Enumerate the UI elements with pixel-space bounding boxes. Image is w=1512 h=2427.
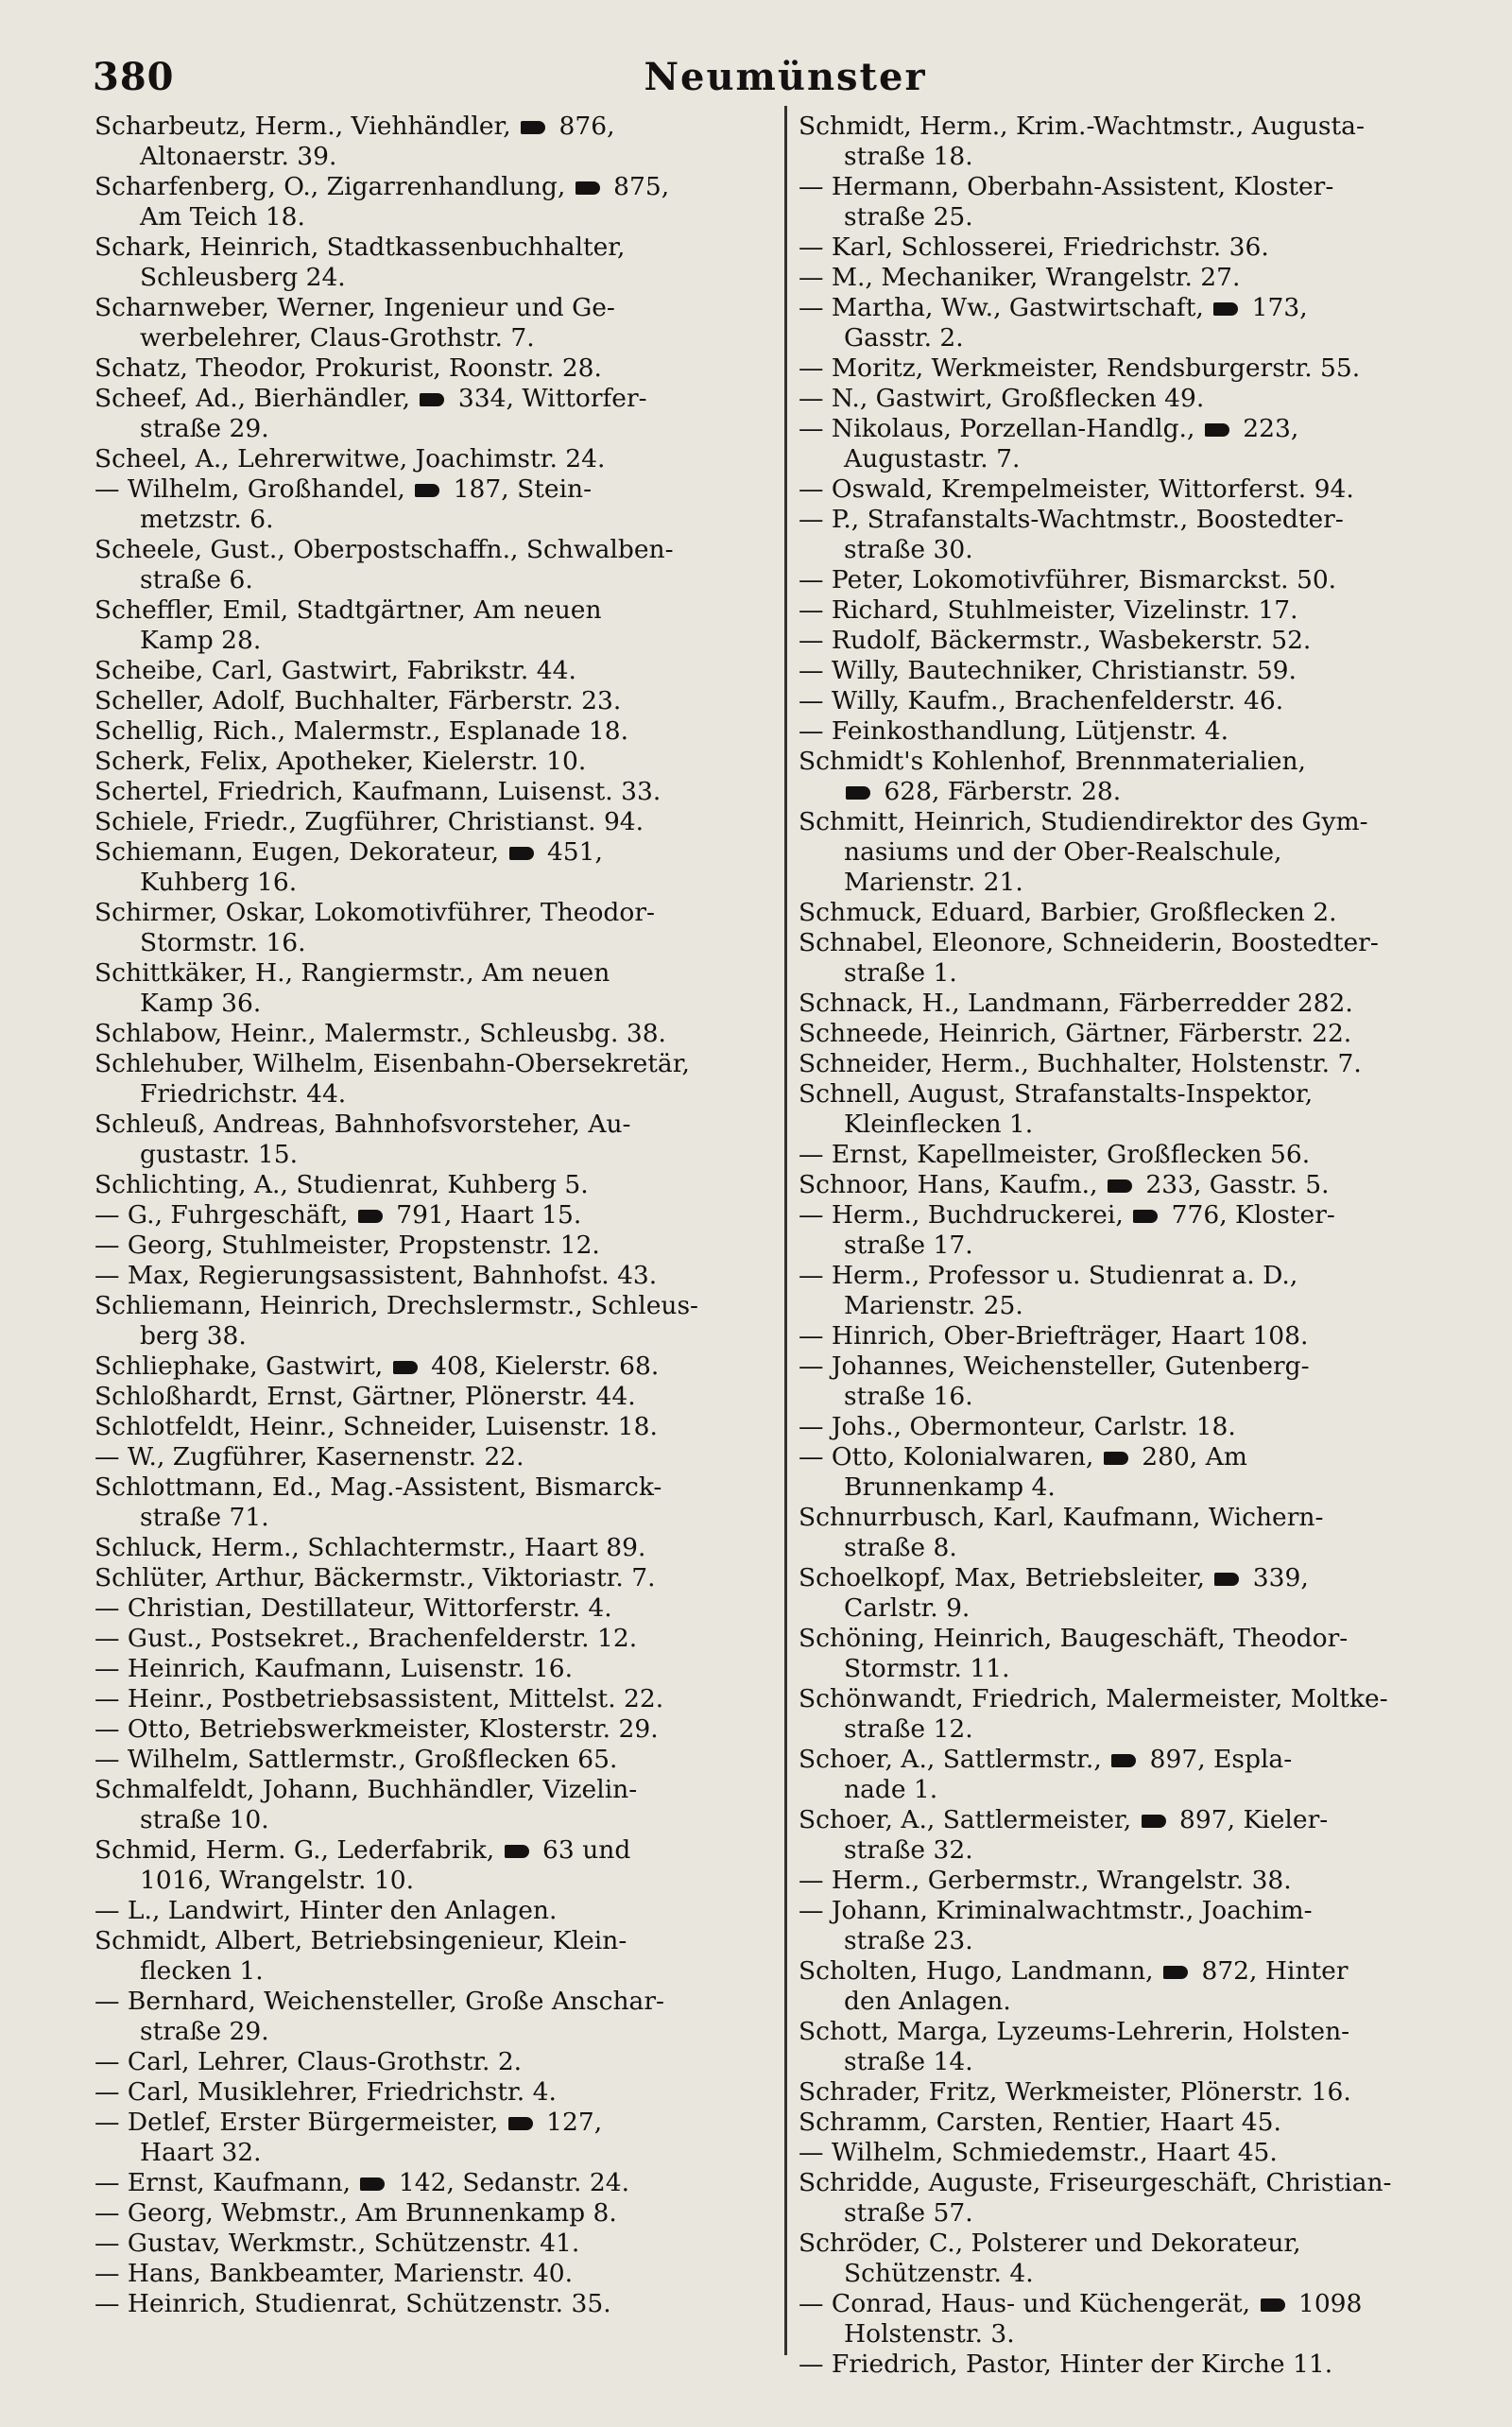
directory-entry [94, 444, 761, 474]
telephone-icon [1111, 1754, 1136, 1767]
entry-line: straße 8. [844, 1533, 957, 1562]
entry-line: — Hermann, Oberbahn-Assistent, Kloster- [799, 172, 1334, 201]
directory-entry [94, 1291, 761, 1351]
directory-entry [799, 1321, 1471, 1351]
entry-line: straße 71. [140, 1503, 269, 1532]
directory-entry [799, 626, 1471, 656]
entry-line: — N., Gastwirt, Großflecken 49. [799, 384, 1205, 413]
entry-line: Schlabow, Heinr., Malermstr., Schleusbg. 38. [94, 1019, 666, 1048]
entry-line: Stormstr. 16. [140, 928, 306, 957]
entry-line: Schlotfeldt, Heinr., Schneider, Luisenstr. 18. [94, 1412, 658, 1441]
directory-entry [799, 1049, 1471, 1079]
entry-line: flecken 1. [140, 1956, 264, 1986]
directory-entry [799, 1805, 1471, 1866]
directory-entry [94, 1775, 761, 1835]
entry-line: Schnoor, Hans, Kaufm., 233, Gasstr. 5. [799, 1170, 1330, 1199]
directory-entry [94, 2198, 761, 2229]
directory-entry [799, 1684, 1471, 1745]
directory-entry [94, 384, 761, 444]
entry-line: Stormstr. 11. [844, 1654, 1010, 1683]
entry-line: Holstenstr. 3. [844, 2319, 1015, 2349]
entry-line: berg 38. [140, 1321, 247, 1351]
telephone-icon [1213, 302, 1238, 316]
entry-line: — Herm., Professor u. Studienrat a. D., [799, 1261, 1298, 1290]
entry-line: Schmalfeldt, Johann, Buchhändler, Vizelin- [94, 1775, 638, 1804]
entry-line: Scheef, Ad., Bierhändler, 334, Wittorfer- [94, 384, 647, 413]
directory-entry [799, 2168, 1471, 2229]
running-head: Neumünster [644, 55, 927, 99]
directory-entry [94, 777, 761, 807]
entry-line: Schlottmann, Ed., Mag.-Assistent, Bismarck- [94, 1472, 662, 1502]
directory-entry [94, 958, 761, 1019]
directory-entry [799, 807, 1471, 898]
directory-entry [94, 1382, 761, 1412]
telephone-icon [1214, 1573, 1239, 1586]
directory-entry [799, 2017, 1471, 2077]
directory-entry [799, 1442, 1471, 1503]
page-number: 380 [93, 55, 175, 99]
directory-entry [94, 807, 761, 837]
entry-line: straße 18. [844, 142, 973, 171]
directory-entry [799, 1351, 1471, 1412]
entry-line: Schöning, Heinrich, Baugeschäft, Theodor- [799, 1624, 1349, 1653]
directory-entry [94, 716, 761, 747]
entry-line: — Johannes, Weichensteller, Gutenberg- [799, 1351, 1310, 1381]
entry-line: Kamp 28. [140, 626, 262, 655]
directory-entry [94, 232, 761, 293]
telephone-icon [846, 786, 870, 800]
entry-line: — Ernst, Kapellmeister, Großflecken 56. [799, 1140, 1311, 1169]
telephone-icon [1205, 423, 1229, 437]
entry-line: Scheel, A., Lehrerwitwe, Joachimstr. 24. [94, 444, 606, 473]
directory-entry [94, 1351, 761, 1382]
entry-line: Schliemann, Heinrich, Drechslermstr., Schleus- [94, 1291, 699, 1320]
entry-line: — Willy, Kaufm., Brachenfelderstr. 46. [799, 686, 1284, 715]
telephone-icon [1104, 1452, 1128, 1465]
entry-line: — Wilhelm, Sattlermstr., Großflecken 65. [94, 1745, 618, 1774]
directory-entry [94, 1926, 761, 1987]
entry-line: Marienstr. 21. [844, 868, 1023, 897]
directory-entry [799, 898, 1471, 928]
entry-line: Kamp 36. [140, 989, 262, 1018]
telephone-icon [521, 121, 545, 134]
entry-line: 1016, Wrangelstr. 10. [140, 1866, 414, 1895]
entry-line: Scharfenberg, O., Zigarrenhandlung, 875, [94, 172, 670, 201]
telephone-icon [1133, 1210, 1158, 1223]
entry-line: — Rudolf, Bäckermstr., Wasbekerstr. 52. [799, 626, 1312, 655]
directory-entry [799, 656, 1471, 686]
entry-line: Carlstr. 9. [844, 1593, 971, 1623]
entry-line: — Georg, Webmstr., Am Brunnenkamp 8. [94, 2198, 617, 2228]
directory-entry [94, 1533, 761, 1563]
directory-entry [94, 1261, 761, 1291]
entry-line: den Anlagen. [844, 1987, 1011, 2016]
directory-entry [94, 1170, 761, 1200]
directory-entry [94, 656, 761, 686]
entry-line: — Wilhelm, Schmiedemstr., Haart 45. [799, 2138, 1278, 2167]
directory-entry [94, 1624, 761, 1654]
entry-line: straße 1. [844, 958, 957, 988]
directory-entry [799, 2138, 1471, 2168]
entry-line: — Johann, Kriminalwachtmstr., Joachim- [799, 1896, 1313, 1925]
entry-line: — Otto, Betriebswerkmeister, Klosterstr. 29. [94, 1714, 659, 1744]
directory-entry [94, 747, 761, 777]
entry-line: — Herm., Gerbermstr., Wrangelstr. 38. [799, 1866, 1292, 1895]
entry-line: Schluck, Herm., Schlachtermstr., Haart 89. [94, 1533, 646, 1562]
directory-entry [799, 928, 1471, 989]
entry-line: — Conrad, Haus- und Küchengerät, 1098 [799, 2289, 1363, 2318]
entry-line: — Martha, Ww., Gastwirtschaft, 173, [799, 293, 1308, 322]
directory-entry [94, 2047, 761, 2077]
entry-line: Scherk, Felix, Apotheker, Kielerstr. 10. [94, 747, 587, 776]
entry-line: Scholten, Hugo, Landmann, 872, Hinter [799, 1956, 1349, 1986]
directory-entry [94, 2289, 761, 2319]
entry-line: straße 57. [844, 2198, 973, 2228]
directory-entry [94, 172, 761, 232]
directory-entry [799, 1503, 1471, 1563]
directory-entry [799, 1866, 1471, 1896]
directory-entry [799, 1140, 1471, 1170]
directory-entry [94, 1835, 761, 1896]
directory-entry [799, 2108, 1471, 2138]
entry-line: — Hans, Bankbeamter, Marienstr. 40. [94, 2259, 574, 2288]
directory-entry [799, 2077, 1471, 2108]
entry-line: nade 1. [844, 1775, 938, 1804]
directory-entry [799, 1563, 1471, 1624]
entry-line: — Karl, Schlosserei, Friedrichstr. 36. [799, 232, 1269, 262]
directory-entry [94, 1987, 761, 2047]
entry-line: Schertel, Friedrich, Kaufmann, Luisenst. 33. [94, 777, 662, 806]
entry-line: — Moritz, Werkmeister, Rendsburgerstr. 55. [799, 353, 1361, 383]
entry-line: Schirmer, Oskar, Lokomotivführer, Theodor- [94, 898, 655, 927]
directory-entry [799, 1079, 1471, 1140]
directory-entry [94, 2108, 761, 2168]
telephone-icon [358, 1210, 383, 1223]
directory-entry [94, 535, 761, 595]
directory-entry [94, 353, 761, 384]
entry-line: Schoer, A., Sattlermeister, 897, Kieler- [799, 1805, 1329, 1834]
entry-line: Schnell, August, Strafanstalts-Inspektor, [799, 1079, 1314, 1109]
entry-line: — Christian, Destillateur, Wittorferstr. 4. [94, 1593, 612, 1623]
entry-line: straße 17. [844, 1231, 973, 1260]
entry-line: Schlichting, A., Studienrat, Kuhberg 5. [94, 1170, 589, 1199]
entry-line: Schittkäker, H., Rangiermstr., Am neuen [94, 958, 610, 988]
directory-entry [799, 414, 1471, 474]
entry-line: — Detlef, Erster Bürgermeister, 127, [94, 2108, 603, 2137]
directory-entry [94, 1896, 761, 1926]
entry-line: Schrader, Fritz, Werkmeister, Plönerstr. 16. [799, 2077, 1351, 2107]
entry-line: Schönwandt, Friedrich, Malermeister, Moltke- [799, 1684, 1388, 1713]
entry-line: Schützenstr. 4. [844, 2259, 1034, 2288]
entry-line: Schramm, Carsten, Rentier, Haart 45. [799, 2108, 1281, 2137]
directory-entry [799, 747, 1471, 807]
telephone-icon [508, 2117, 533, 2130]
entry-line: straße 25. [844, 202, 973, 232]
entry-line: — Wilhelm, Großhandel, 187, Stein- [94, 474, 593, 504]
entry-line: Friedrichstr. 44. [140, 1079, 347, 1109]
entry-line: — Hinrich, Ober-Briefträger, Haart 108. [799, 1321, 1309, 1351]
entry-line: — Peter, Lokomotivführer, Bismarckst. 50. [799, 565, 1337, 594]
entry-line: Schatz, Theodor, Prokurist, Roonstr. 28. [94, 353, 602, 383]
entry-line: — P., Strafanstalts-Wachtmstr., Boostedter- [799, 505, 1344, 534]
directory-entry [799, 293, 1471, 353]
telephone-icon [415, 484, 439, 497]
directory-entry [94, 686, 761, 716]
directory-entry [94, 1654, 761, 1684]
entry-line: Haart 32. [140, 2138, 262, 2167]
directory-entry [94, 837, 761, 898]
entry-line: Schnack, H., Landmann, Färberredder 282. [799, 989, 1353, 1018]
directory-entry [94, 1472, 761, 1533]
directory-entry [799, 1170, 1471, 1200]
entry-line: straße 12. [844, 1714, 973, 1744]
entry-line: — Max, Regierungsassistent, Bahnhofst. 43. [94, 1261, 658, 1290]
telephone-icon [1142, 1815, 1166, 1828]
directory-entry [94, 474, 761, 535]
entry-line: Scheibe, Carl, Gastwirt, Fabrikstr. 44. [94, 656, 576, 685]
directory-entry [94, 2168, 761, 2198]
entry-line: Schridde, Auguste, Friseurgeschäft, Christian- [799, 2168, 1392, 2197]
entry-line: Gasstr. 2. [844, 323, 964, 353]
directory-entry [799, 1956, 1471, 2017]
entry-line: straße 23. [844, 1926, 973, 1955]
telephone-icon [509, 847, 534, 860]
entry-line: Schellig, Rich., Malermstr., Esplanade 18. [94, 716, 629, 746]
directory-entry [799, 505, 1471, 565]
entry-line: Schiemann, Eugen, Dekorateur, 451, [94, 837, 603, 867]
entry-line: straße 29. [140, 414, 269, 443]
directory-entry [799, 232, 1471, 263]
entry-line: Schark, Heinrich, Stadtkassenbuchhalter, [94, 232, 626, 262]
entry-line: — Friedrich, Pastor, Hinter der Kirche 11. [799, 2350, 1333, 2379]
entry-line: — Heinr., Postbetriebsassistent, Mittelst. 22. [94, 1684, 664, 1713]
directory-entry [799, 1745, 1471, 1805]
telephone-icon [1261, 2298, 1285, 2312]
directory-entry [94, 1231, 761, 1261]
left-column [94, 112, 761, 2319]
entry-line: Am Teich 18. [140, 202, 305, 232]
directory-entry [799, 686, 1471, 716]
directory-entry [799, 172, 1471, 232]
entry-line: — Willy, Bautechniker, Christianstr. 59. [799, 656, 1297, 685]
entry-line: Scharnweber, Werner, Ingenieur und Ge- [94, 293, 615, 322]
entry-line: straße 16. [844, 1382, 973, 1411]
directory-entry [94, 1714, 761, 1745]
entry-line: — Heinrich, Kaufmann, Luisenstr. 16. [94, 1654, 574, 1683]
directory-entry [799, 384, 1471, 414]
entry-line: — Gustav, Werkmstr., Schützenstr. 41. [94, 2229, 580, 2258]
entry-line: straße 32. [844, 1835, 973, 1865]
entry-line: Schloßhardt, Ernst, Gärtner, Plönerstr. 44. [94, 1382, 636, 1411]
entry-line: Schnabel, Eleonore, Schneiderin, Boostedter- [799, 928, 1379, 957]
directory-entry [94, 595, 761, 656]
entry-line: Schleusberg 24. [140, 263, 346, 292]
telephone-icon [420, 393, 444, 406]
column-divider [784, 106, 787, 2355]
directory-entry [94, 2229, 761, 2259]
entry-line: straße 14. [844, 2047, 973, 2076]
directory-entry [94, 1412, 761, 1442]
entry-line: straße 10. [140, 1805, 269, 1834]
entry-line: Schliephake, Gastwirt, 408, Kielerstr. 68. [94, 1351, 660, 1381]
entry-line: — Carl, Lehrer, Claus-Grothstr. 2. [94, 2047, 523, 2076]
entry-line: Schmitt, Heinrich, Studiendirektor des Gym- [799, 807, 1368, 836]
entry-line: Schott, Marga, Lyzeums-Lehrerin, Holsten- [799, 2017, 1350, 2046]
entry-line: Schneede, Heinrich, Gärtner, Färberstr. 22. [799, 1019, 1352, 1048]
telephone-icon [505, 1845, 529, 1858]
directory-entry [799, 263, 1471, 293]
directory-entry [799, 2229, 1471, 2289]
entry-line: Schmidt's Kohlenhof, Brennmaterialien, [799, 747, 1306, 776]
entry-line: — Ernst, Kaufmann, 142, Sedanstr. 24. [94, 2168, 629, 2197]
entry-line: werbelehrer, Claus-Grothstr. 7. [140, 323, 535, 353]
directory-entry [799, 2289, 1471, 2350]
entry-line: Augustastr. 7. [844, 444, 1021, 473]
directory-entry [799, 1019, 1471, 1049]
telephone-icon [1163, 1966, 1188, 1979]
entry-line: — Richard, Stuhlmeister, Vizelinstr. 17. [799, 595, 1298, 625]
directory-entry [799, 716, 1471, 747]
directory-entry [94, 112, 761, 172]
directory-entry [799, 474, 1471, 505]
entry-line: straße 6. [140, 565, 253, 594]
entry-line: nasiums und der Ober-Realschule, [844, 837, 1282, 867]
directory-entry [799, 2350, 1471, 2380]
directory-entry [94, 1019, 761, 1049]
entry-line: — Feinkosthandlung, Lütjenstr. 4. [799, 716, 1229, 746]
entry-line: Schlehuber, Wilhelm, Eisenbahn-Obersekretär, [94, 1049, 690, 1078]
directory-entry [799, 1261, 1471, 1321]
entry-line: Marienstr. 25. [844, 1291, 1023, 1320]
entry-line: Schoer, A., Sattlermstr., 897, Espla- [799, 1745, 1293, 1774]
directory-entry [799, 1624, 1471, 1684]
entry-line: Schnurrbusch, Karl, Kaufmann, Wichern- [799, 1503, 1324, 1532]
entry-line: straße 29. [140, 2017, 269, 2046]
directory-entry [799, 989, 1471, 1019]
telephone-icon [360, 2177, 385, 2191]
directory-entry [94, 1745, 761, 1775]
entry-line: Schmid, Herm. G., Lederfabrik, 63 und [94, 1835, 631, 1865]
entry-line: gustastr. 15. [140, 1140, 299, 1169]
entry-line: — L., Landwirt, Hinter den Anlagen. [94, 1896, 558, 1925]
entry-line: — Otto, Kolonialwaren, 280, Am [799, 1442, 1247, 1472]
telephone-icon [1108, 1179, 1132, 1193]
entry-line: — G., Fuhrgeschäft, 791, Haart 15. [94, 1200, 582, 1230]
telephone-icon [576, 181, 600, 195]
entry-line: — W., Zugführer, Kasernenstr. 22. [94, 1442, 524, 1472]
directory-entry [799, 1896, 1471, 1956]
entry-line: — Georg, Stuhlmeister, Propstenstr. 12. [94, 1231, 600, 1260]
directory-entry [94, 1442, 761, 1472]
directory-entry [799, 595, 1471, 626]
entry-line: — M., Mechaniker, Wrangelstr. 27. [799, 263, 1241, 292]
entry-line: Schneider, Herm., Buchhalter, Holstenstr. 7. [799, 1049, 1362, 1078]
telephone-icon [393, 1361, 418, 1374]
entry-line: — Johs., Obermonteur, Carlstr. 18. [799, 1412, 1236, 1441]
entry-line: Kuhberg 16. [140, 868, 298, 897]
directory-entry [799, 565, 1471, 595]
entry-line: Schlüter, Arthur, Bäckermstr., Viktoriastr. 7. [94, 1563, 656, 1592]
directory-entry [94, 1684, 761, 1714]
directory-entry [94, 2077, 761, 2108]
directory-entry [799, 1200, 1471, 1261]
directory-entry [94, 2259, 761, 2289]
directory-entry [799, 112, 1471, 172]
entry-line: — Carl, Musiklehrer, Friedrichstr. 4. [94, 2077, 557, 2107]
directory-entry [94, 293, 761, 353]
entry-line: — Oswald, Krempelmeister, Wittorferst. 94. [799, 474, 1354, 504]
entry-line: Scheller, Adolf, Buchhalter, Färberstr. 23. [94, 686, 622, 715]
directory-entry [94, 1200, 761, 1231]
entry-line: Schmuck, Eduard, Barbier, Großflecken 2. [799, 898, 1337, 927]
entry-line: Kleinflecken 1. [844, 1110, 1034, 1139]
directory-entry [799, 1412, 1471, 1442]
entry-line: Schmidt, Albert, Betriebsingenieur, Klein- [94, 1926, 627, 1955]
entry-line: Schröder, C., Polsterer und Dekorateur, [799, 2229, 1301, 2258]
entry-line: Scharbeutz, Herm., Viehhändler, 876, [94, 112, 615, 141]
directory-entry [94, 1049, 761, 1110]
directory-entry [94, 1563, 761, 1593]
entry-line: Schmidt, Herm., Krim.-Wachtmstr., Augusta- [799, 112, 1365, 141]
entry-line: Schleuß, Andreas, Bahnhofsvorsteher, Au- [94, 1110, 631, 1139]
entry-line: 628, Färberstr. 28. [799, 777, 1471, 807]
entry-line: — Herm., Buchdruckerei, 776, Kloster- [799, 1200, 1335, 1230]
directory-entry [94, 898, 761, 958]
entry-line: Schiele, Friedr., Zugführer, Christianst. 94. [94, 807, 644, 836]
entry-line: — Bernhard, Weichensteller, Große Anschar- [94, 1987, 664, 2016]
entry-line: Schoelkopf, Max, Betriebsleiter, 339, [799, 1563, 1309, 1592]
entry-line: Scheffler, Emil, Stadtgärtner, Am neuen [94, 595, 602, 625]
entry-line: — Gust., Postsekret., Brachenfelderstr. 12. [94, 1624, 638, 1653]
entry-line: Scheele, Gust., Oberpostschaffn., Schwalben- [94, 535, 674, 564]
directory-entry [94, 1593, 761, 1624]
entry-line: straße 30. [844, 535, 973, 564]
entry-line: — Nikolaus, Porzellan-Handlg., 223, [799, 414, 1299, 443]
entry-line: — Heinrich, Studienrat, Schützenstr. 35. [94, 2289, 611, 2318]
entry-line: Altonaerstr. 39. [140, 142, 337, 171]
directory-entry [94, 1110, 761, 1170]
entry-line: Brunnenkamp 4. [844, 1472, 1056, 1502]
right-column [799, 112, 1471, 2380]
directory-entry [799, 353, 1471, 384]
entry-line: metzstr. 6. [140, 505, 274, 534]
